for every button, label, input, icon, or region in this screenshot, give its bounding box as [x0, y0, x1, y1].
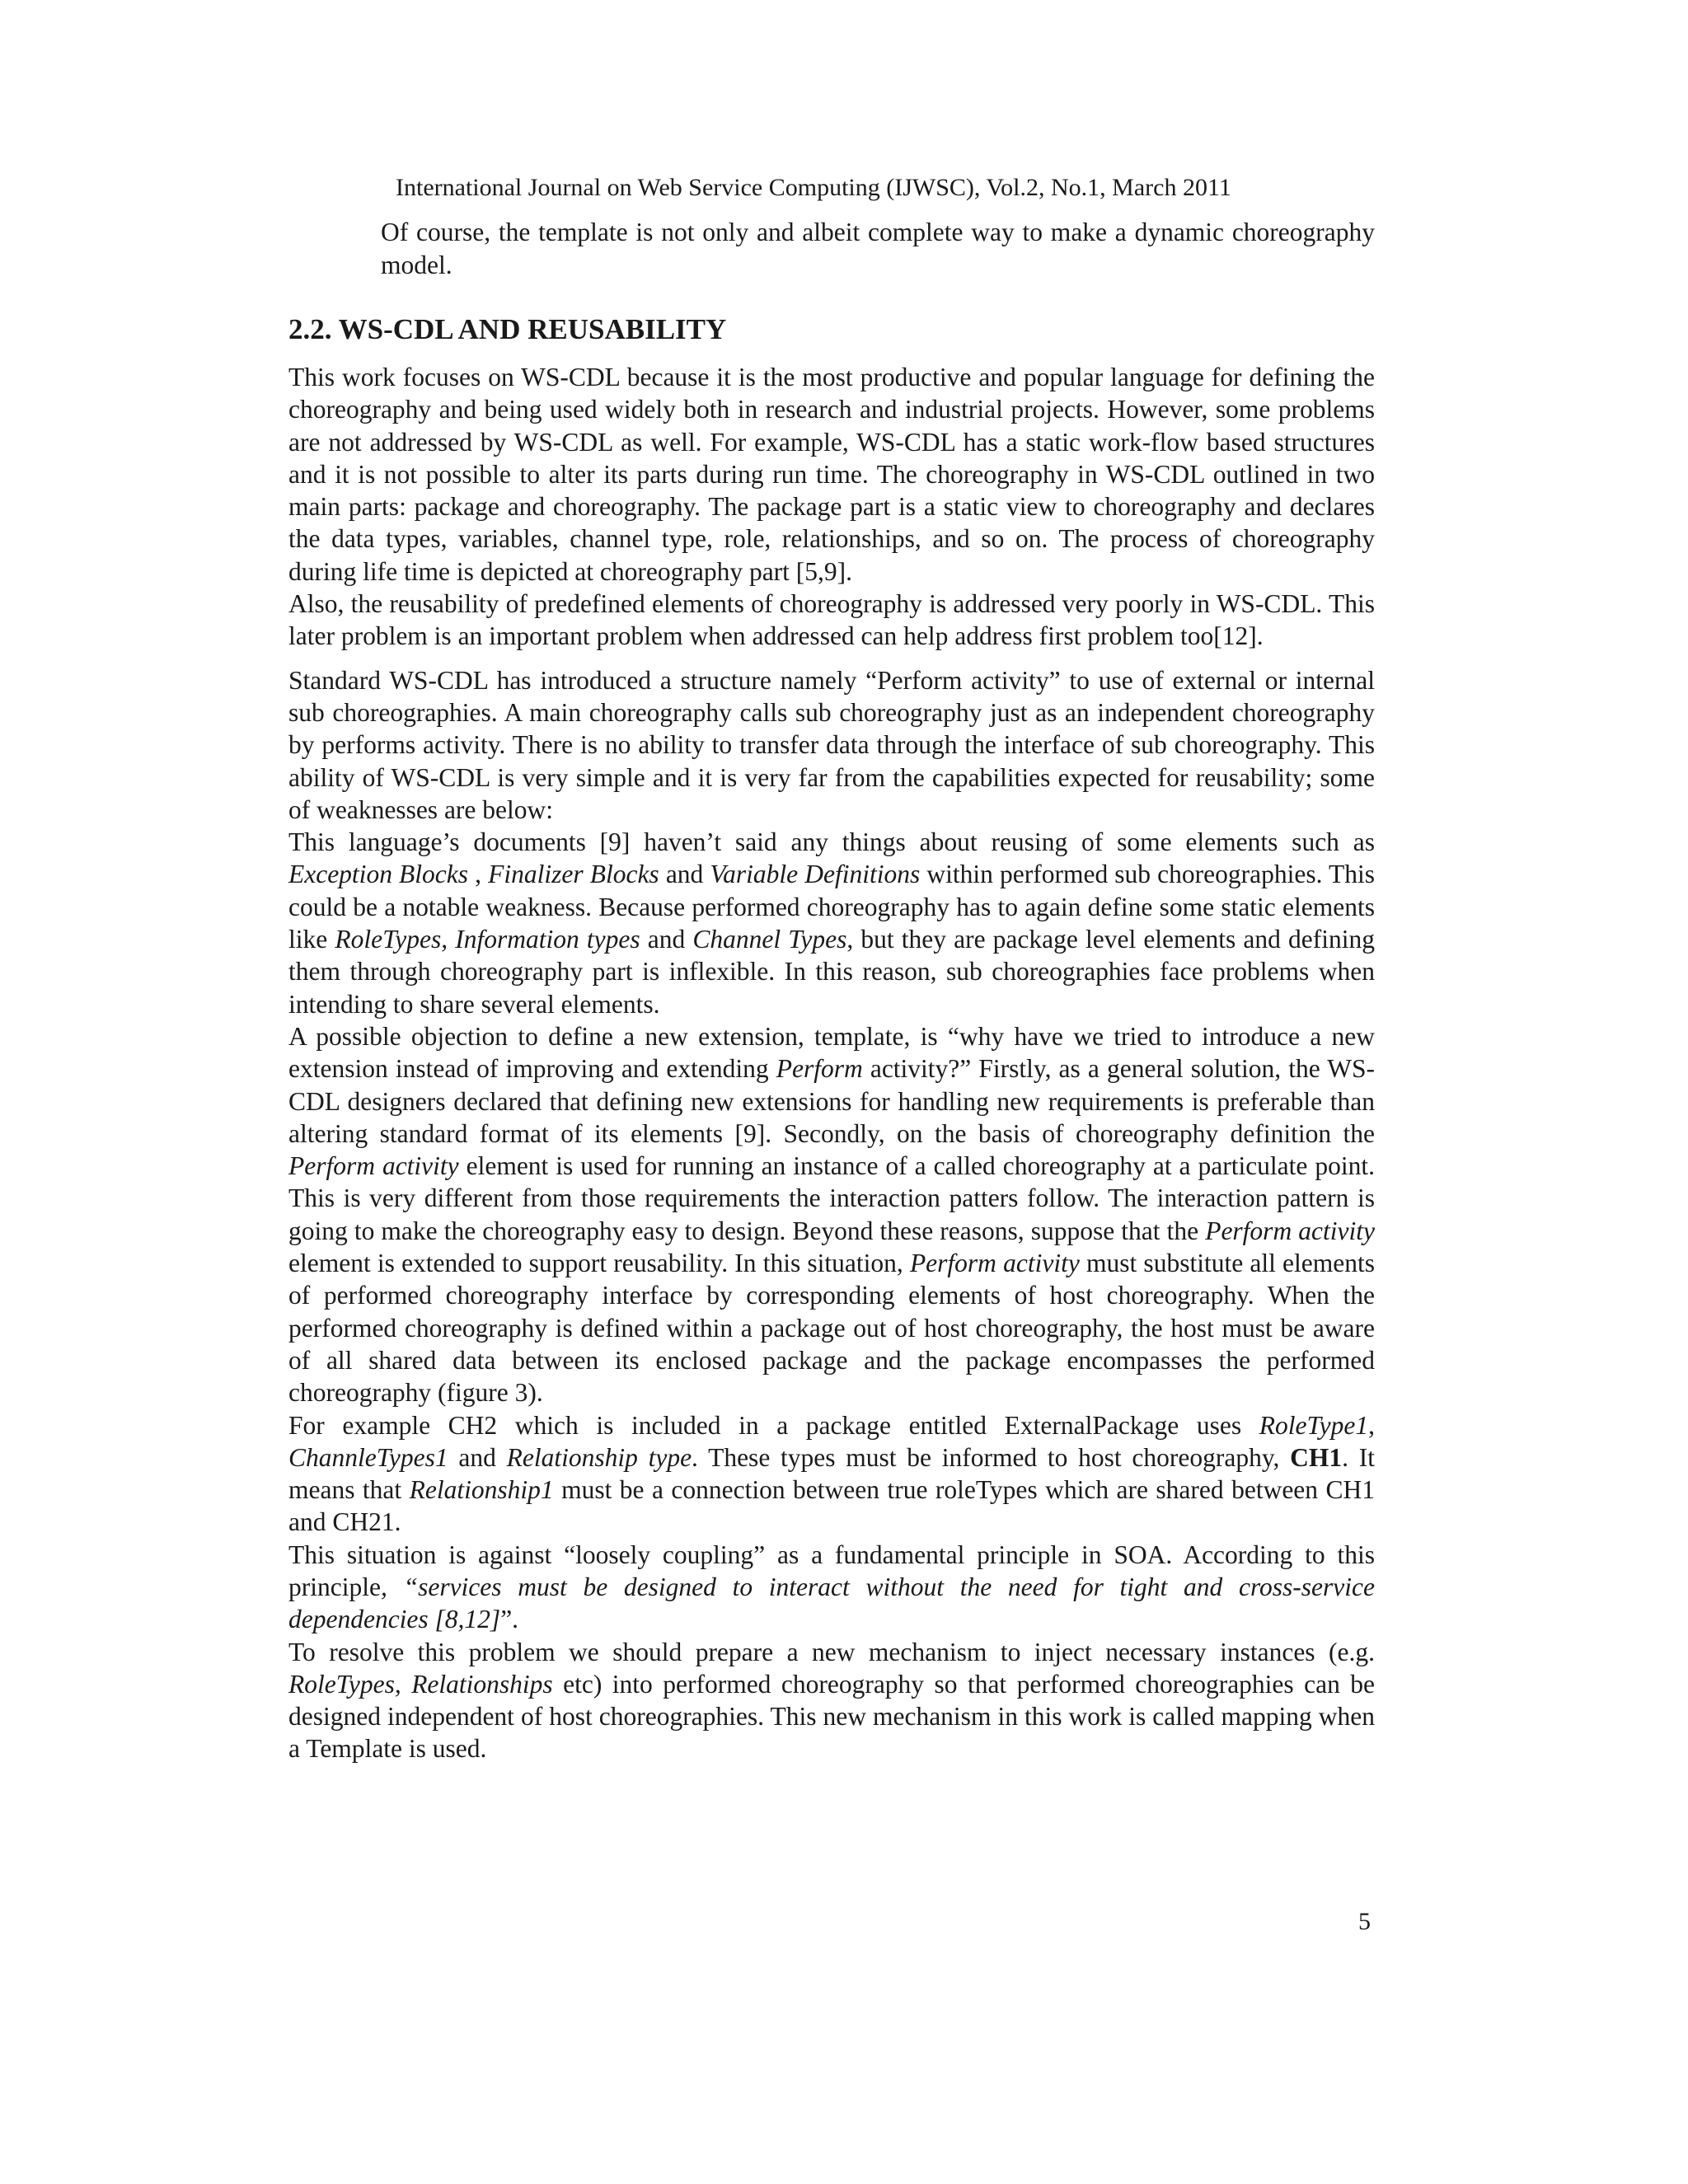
emphasis-relationship-type: Relationship type	[506, 1442, 692, 1472]
running-header: International Journal on Web Service Computing (IJWSC), Vol.2, No.1, March 2011	[396, 174, 1231, 201]
emphasis-perform: Perform	[776, 1054, 863, 1084]
text-run: This situation is against “loosely coupling” as a fundamental principle in SOA. According to this principle	[288, 1540, 1375, 1601]
text-run: element is used for running an instance of a called choreography at a particulate point. This is very different from those requirements the interaction patters follow. The interaction pattern is going to make the choreography easy to design. Beyond these reasons, suppose that the	[288, 1151, 1375, 1245]
intro-paragraph: Of course, the template is not only and albeit complete way to make a dynamic choreography model.	[381, 218, 1375, 279]
paragraph-2: Also, the reusability of predefined elements of choreography is addressed very poorly in WS-CDL. This later problem is an important problem when addressed can help address first problem too[12].	[288, 589, 1375, 651]
text-run: For example CH2 which is included in a package entitled ExternalPackage uses	[288, 1410, 1259, 1440]
paragraph-1: This work focuses on WS-CDL because it is the most productive and popular language for defining the choreography and being used widely both in research and industrial projects. However, some problems are not addressed by WS-CDL as well. For example, WS-CDL has a static work-flow based structures and it is not possible to alter its parts during run time. The choreography in WS-CDL outlined in two main parts: package and choreography. The package part is a static view to choreography and declares the data types, variables, channel type, role, relationships, and so on. The process of choreography during life time is depicted at choreography part [5,9].	[288, 363, 1375, 586]
section-heading: 2.2. WS-CDL AND REUSABILITY	[288, 313, 727, 345]
emphasis-quote: , “services must be designed to interact without the need for tight and cross-service dependencies [8,12]	[288, 1572, 1375, 1634]
text-run: within performed sub choreographies. This could be a notable weakness. Because performed choreography has to again define some static elements like	[288, 860, 1376, 954]
emphasis-roletype1: RoleType1	[1259, 1410, 1369, 1440]
paragraph-3: Standard WS-CDL has introduced a structure namely “Perform activity” to use of external or internal sub choreographies. A main choreography calls sub choreography just as an independent choreography by performs activity. There is no ability to transfer data through the interface of sub choreography. This ability of WS-CDL is very simple and it is very far from the capabilities expected for reusability; some of weaknesses are below:	[288, 665, 1375, 824]
text-run: . These types must be informed to host choreography,	[692, 1442, 1291, 1472]
emphasis-relationship1: Relationship1	[409, 1475, 554, 1505]
paragraph-7	[288, 1539, 1375, 1636]
strong-ch1: CH1	[1290, 1442, 1343, 1472]
emphasis-perform-activity: Perform activity	[1205, 1216, 1375, 1245]
text-run: To resolve this problem we should prepare a new mechanism to inject necessary instances (e.g.	[288, 1637, 1375, 1666]
text-run: ”.	[500, 1605, 519, 1634]
paragraph-4	[288, 826, 1375, 1020]
emphasis-channletypes1: ChannleTypes1	[288, 1442, 448, 1472]
section-body	[288, 361, 1375, 1765]
text-run: A possible objection to define a new extension, template, is “why have we tried to introduce a new extension instead of improving and extending	[288, 1021, 1375, 1084]
text-run: ,	[468, 860, 489, 889]
text-run: This language’s documents [9] haven’t said any things about reusing of some elements such as	[288, 827, 1375, 857]
text-run: and	[659, 860, 710, 889]
text-run: , but they are package level elements and defining them through choreography part is inflexible. In this reason, sub choreographies face problems when intending to share several elements.	[288, 925, 1375, 1019]
paragraph-8	[288, 1636, 1375, 1765]
text-run: activity?” Firstly, as a general solution, the WS-CDL designers declared that defining new extensions for handling new requirements is preferable than altering standard format of its elements [9]. Secondly, on the basis of choreography definition the	[288, 1054, 1376, 1148]
text-run: must be a connection between true roleTypes which are shared between CH1 and CH21.	[288, 1475, 1375, 1537]
text-run: . It means that	[288, 1442, 1375, 1505]
emphasis-perform-activity: Perform activity	[288, 1151, 459, 1181]
emphasis-perform-activity: Perform activity	[909, 1249, 1080, 1278]
emphasis-exception-blocks: Exception Blocks	[288, 860, 469, 889]
page-number: 5	[1358, 1908, 1371, 1935]
emphasis-channel-types: Channel Types	[692, 925, 847, 954]
text-run: element is extended to support reusability. In this situation,	[288, 1249, 910, 1278]
text-run: and	[640, 925, 693, 954]
text-run: etc) into performed choreography so that performed choreographies can be designed independent of host choreographies. This new mechanism in this work is called mapping when a Template is used.	[288, 1669, 1375, 1764]
emphasis-roletypes: RoleTypes, Information types	[335, 925, 640, 954]
emphasis-finalizer-blocks: Finalizer Blocks	[488, 860, 659, 889]
text-run: and	[448, 1442, 507, 1472]
text-run: must substitute all elements of performed choreography interface by corresponding elements of host choreography. When the performed choreography is defined within a package out of host choreography, the host must be aware of all shared data between its enclosed package and the package encompasses the performed choreography (figure 3).	[288, 1249, 1375, 1408]
emphasis-roletypes-relationships: RoleTypes, Relationships	[288, 1669, 553, 1699]
paragraph-5	[288, 1020, 1375, 1409]
paragraph-6	[288, 1409, 1375, 1539]
text-run: ,	[1368, 1410, 1375, 1440]
emphasis-variable-definitions: Variable Definitions	[710, 860, 921, 889]
